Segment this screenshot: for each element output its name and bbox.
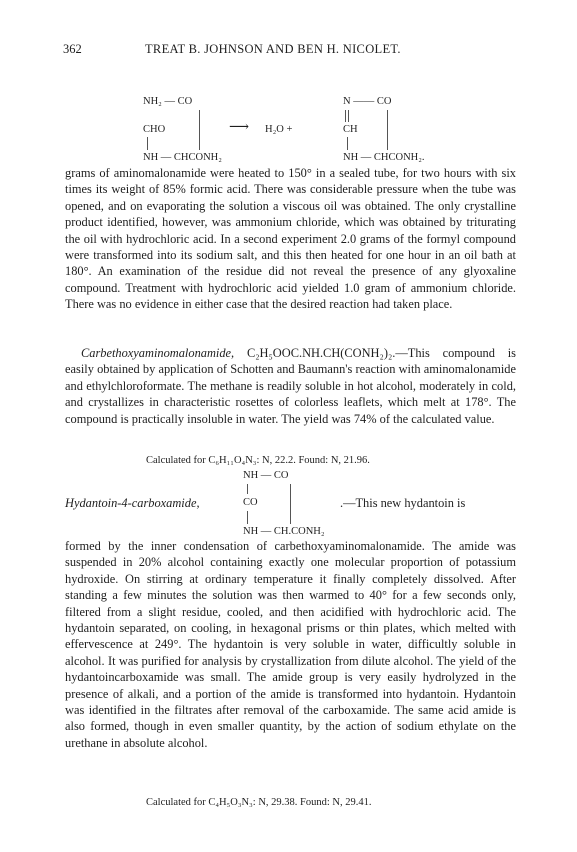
page-header — [63, 42, 514, 58]
structure-top: NH — CO — [243, 470, 289, 481]
page-number: 362 — [63, 42, 82, 56]
structure-bottom: NH — CH.CONH₂ — [243, 526, 325, 537]
right-formula-middle: CH — [343, 124, 358, 135]
running-title: TREAT B. JOHNSON AND BEN H. NICOLET. — [145, 42, 401, 56]
left-formula-middle: CHO — [143, 124, 166, 135]
paragraph-carbethoxy — [65, 345, 516, 427]
paragraph-text — [65, 345, 516, 427]
paragraph-formylation — [65, 165, 516, 313]
bond-line — [247, 511, 248, 524]
right-formula-top: N —— CO — [343, 96, 392, 107]
structure-trailing-text: .—This new hydantoin is — [340, 496, 466, 510]
paragraph-hydantoin — [65, 538, 516, 751]
reaction-arrow: ⟶ — [229, 120, 250, 135]
bond-line — [347, 137, 348, 150]
bond-line — [247, 484, 248, 494]
paragraph-text: grams of aminomalonamide were heated to 150° in a sealed tube, for two hours with six times its weight of 85% formic acid. There was considerable pressure when the tube was opened, and on evaporating the solution a viscous oil was obtained. The only crystalline product identified, however, was ammonium chloride, which was obtained by triturating the oil with hydrochloric acid. In a second experiment 2.0 grams of the formyl compound were transformed into its sodium salt, and this then heated for one hour in an oil bath at 180°. An examination of the residue did not reveal the presence of any glyoxaline compound. Treatment with hydrochloric acid yielded 1.0 gram of ammonium chloride. There was no evidence in either case that the desired reaction had taken place. — [65, 166, 516, 312]
bond-line — [290, 484, 291, 524]
left-formula-top: NH₂ — CO — [143, 96, 193, 107]
bond-line — [387, 110, 388, 150]
double-bond-line — [345, 110, 349, 122]
bond-line — [147, 137, 148, 150]
paragraph-text: formed by the inner condensation of carbethoxyaminomalonamide. The amide was suspended in 20% alcohol containing exactly one molecular proportion of potassium hydroxide. On stirring at ordinary temperature it finally completely dissolved. After standing a few minutes the solution was then warmed to 40° for a few seconds only, filtered from a slight residue, cooled, and then acidified with hydrochloric acid. The hydantoin separated, on cooling, in hexagonal prisms or thin plates, which melted with effervescence at 249°. The hydantoin is very soluble in water, difficultly soluble in alcohol. It was purified for analysis by crystallization from dilute alcohol. The yield of the hydantoincarboxamide was small. The amide group is very easily hydrolyzed in the presence of alkali, and a portion of the amide is transformed into hydantoin. Hydantoin was identified in the filtrates after removal of the carboxamide. The same acid amide is also formed, though in even smaller quantity, by the action of sodium ethylate on the urethane in absolute alcohol. — [65, 539, 516, 750]
analysis-line-2: Calculated for C₄H₅O₃N₃: N, 29.38. Found: N, 29.41. — [146, 797, 372, 808]
structure-left: CO — [243, 497, 258, 508]
compound-title: Carbethoxyaminomalonamide, — [81, 346, 235, 360]
structure-title: Hydantoin-4-carboxamide, — [65, 496, 200, 510]
analysis-line-1: Calculated for C₆H₁₁O₄N₃: N, 22.2. Found: N, 21.96. — [146, 455, 370, 466]
right-formula-bottom: NH — CHCONH₂. — [343, 152, 425, 163]
left-formula-bottom: NH — CHCONH₂ — [143, 152, 222, 163]
paragraph-body: C₂H₅OOC.NH.CH(CONH₂)₂.—This compound is easily obtained by application of Schotten and Baumann's reaction with aminomalonamide and ethylchloroformate. The methane is readily soluble in hot alcohol, moderately in cold, and crystallizes in characteristic rosettes of colorless leaflets, which melt at 178°. The compound is practically insoluble in water. The yield was 74% of the calculated value. — [65, 346, 516, 426]
reaction-products: H₂O + — [265, 124, 293, 135]
bond-line — [199, 110, 200, 150]
